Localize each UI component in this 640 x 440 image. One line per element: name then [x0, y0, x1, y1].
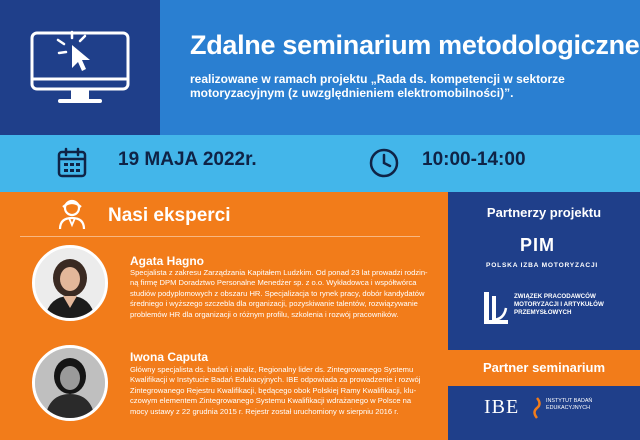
monitor-cursor-icon	[0, 0, 160, 135]
expert-bio-2: Główny specjalista ds. badań i analiz, Regionalny lider ds. Zintegrowanego Systemu Kwalifikacji w Instytucie Badań Edukacyjnych. IBE odpowiada za prowadzenie i rozwój Zintegrowanego Rejestru Kwalifikacji, będącego obok Polskiej Ramy Kwalifikacji, klu- czowym elementem Zintegrowanego Systemu Kwalifikacji wdrażanego w Polsce na mocy ustawy z 22 grudnia 2015 r. Rejestr został uruchomiony w sierpniu 2016 r.	[130, 365, 421, 416]
header-icon-box	[0, 0, 160, 135]
page-subtitle: realizowane w ramach projektu „Rada ds. kompetencji w sektorze motoryzacyjnym (z uwzględnieniem elektromobilności)”.	[190, 72, 565, 101]
ibe-subtitle: INSTYTUT BADAŃ EDUKACYJNYCH	[546, 398, 593, 411]
seminar-time: 10:00-14:00	[422, 149, 526, 170]
zp-logo-icon	[482, 290, 510, 328]
person-icon	[58, 198, 86, 230]
expert-photo-agata	[32, 245, 108, 321]
page-title: Zdalne seminarium metodologiczne	[190, 30, 640, 60]
ibe-logo: IBE	[484, 396, 520, 418]
experts-divider	[20, 236, 420, 237]
zp-name: ZWIĄZEK PRACODAWCÓW MOTORYZACJI I ARTYKUŁÓW PRZEMYSŁOWYCH	[514, 293, 604, 316]
schedule-bar	[0, 135, 640, 192]
clock-icon	[368, 147, 400, 179]
expert-bio-1: Specjalista z zakresu Zarządzania Kapitałem Ludzkim. Od ponad 23 lat prowadzi rodzin- ną firmę DPM Doradztwo Personalne Menedżer sp. z o.o. Wykładowca i współtwórca studiów podyplomowych z obszaru HR. Specjalizacja to rynek pracy, dobór kandydatów średniego i wyższego szczebla dla organizacji, pozyskiwanie talentów, rozwiązywanie problemów HR dla organizacji o różnym profilu, szkolenia i rozwój pracowników.	[130, 268, 428, 319]
seminar-partner-title: Partner seminarium	[482, 360, 606, 375]
calendar-icon	[56, 147, 88, 179]
expert-name-1: Agata Hagno	[130, 254, 205, 268]
seminar-date: 19 MAJA 2022r.	[118, 149, 257, 170]
ibe-mark-icon	[530, 396, 544, 420]
pim-logo: PIM	[520, 235, 556, 255]
experts-title: Nasi eksperci	[108, 205, 231, 226]
partners-title: Partnerzy projektu	[486, 205, 602, 220]
expert-photo-iwona	[32, 345, 108, 421]
expert-name-2: Iwona Caputa	[130, 350, 209, 364]
pim-name: POLSKA IZBA MOTORYZACJI	[486, 262, 599, 269]
